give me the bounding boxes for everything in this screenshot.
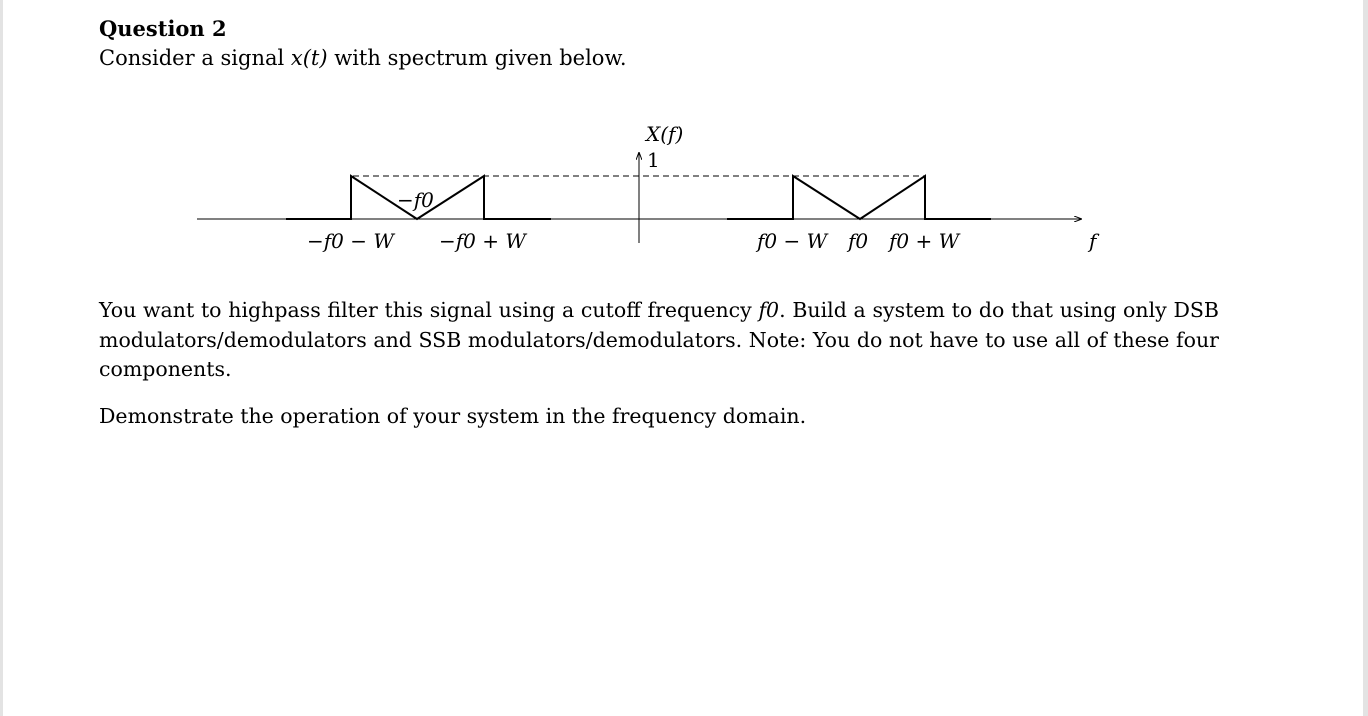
spectrum-figure bbox=[3, 0, 1363, 270]
task-text-end: . Build a system to do that using only DSB modulators/demodulators and SSB modulators/demodulators. Note: You do not have to use all of these four components. bbox=[99, 298, 1219, 381]
demonstrate-paragraph: Demonstrate the operation of your system in the frequency domain. bbox=[99, 404, 807, 428]
intro-text-after: with spectrum given below. bbox=[327, 46, 627, 70]
task-paragraph bbox=[99, 296, 1219, 385]
question-title: Question 2 bbox=[99, 16, 227, 41]
tick-label-f0: f0 bbox=[848, 229, 869, 253]
tick-label-neg-f0-minus-w: −f0 − W bbox=[307, 229, 394, 253]
document-page bbox=[3, 0, 1363, 716]
tick-label-f0-minus-w: f0 − W bbox=[757, 229, 828, 253]
task-text-start: You want to highpass filter this signal using a cutoff frequency bbox=[99, 298, 759, 322]
spectrum-right bbox=[727, 176, 991, 219]
intro-text-before: Consider a signal bbox=[99, 46, 291, 70]
inner-label-neg-f0: −f0 bbox=[397, 188, 434, 212]
peak-value-label: 1 bbox=[647, 148, 660, 172]
tick-label-f0-plus-w: f0 + W bbox=[889, 229, 960, 253]
tick-label-neg-f0-plus-w: −f0 + W bbox=[439, 229, 526, 253]
y-axis-label: X(f) bbox=[646, 122, 684, 146]
task-cutoff-symbol: f0 bbox=[758, 298, 780, 322]
x-axis-label: f bbox=[1089, 229, 1097, 253]
intro-signal: x(t) bbox=[290, 46, 328, 70]
